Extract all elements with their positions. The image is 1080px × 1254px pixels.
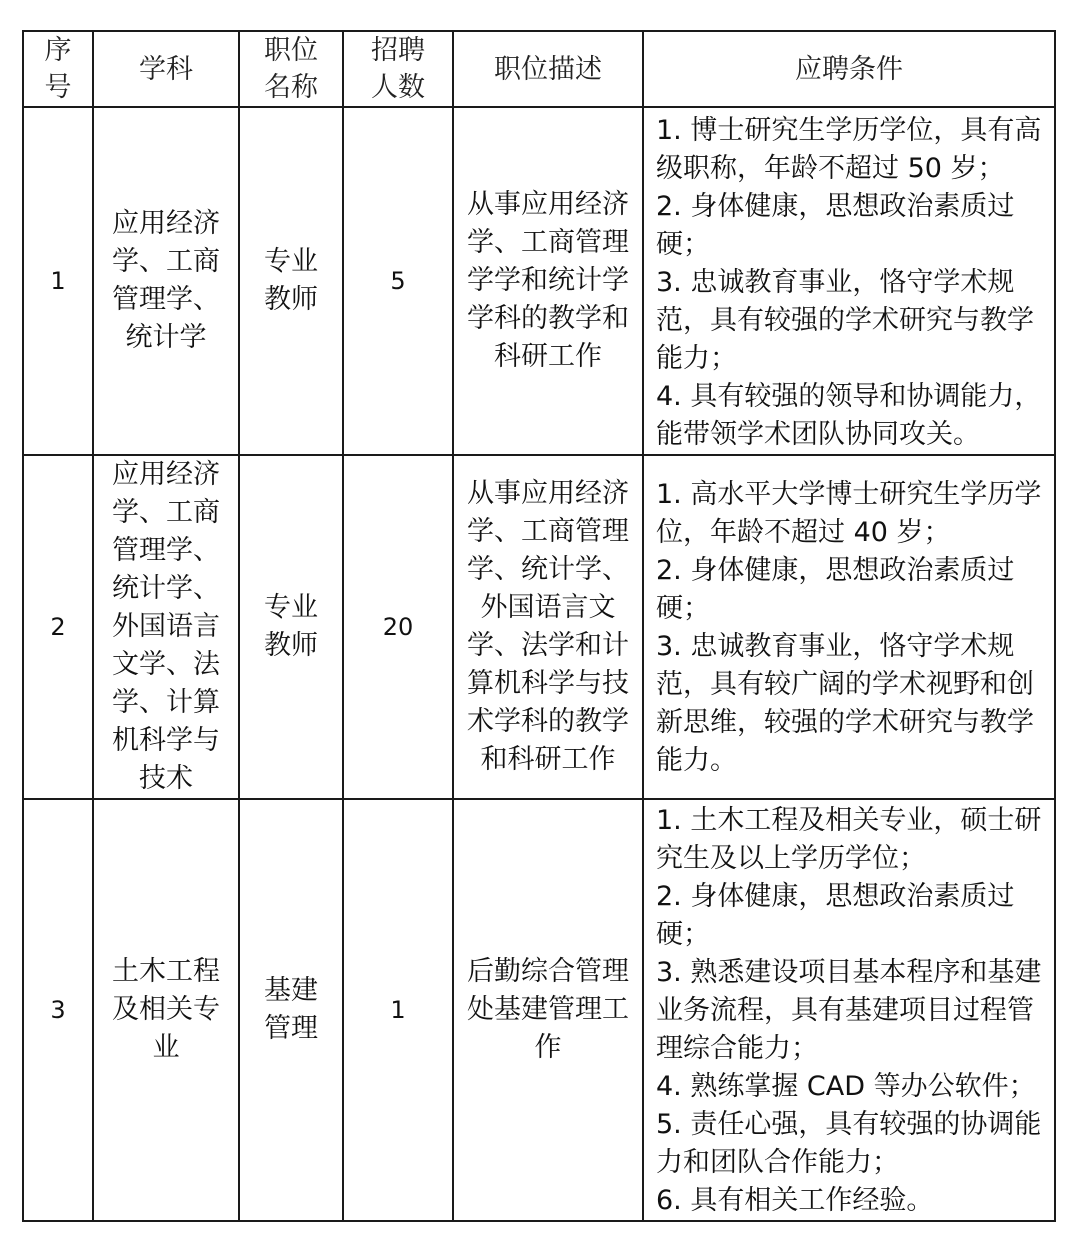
header-seq: 序号	[23, 31, 93, 107]
cell-requirements	[643, 799, 1055, 1221]
cell-seq: 1	[23, 107, 93, 455]
cell-description: 后勤综合管理处基建管理工作	[453, 799, 643, 1221]
header-count: 招聘人数	[343, 31, 453, 107]
cell-position: 基建管理	[239, 799, 343, 1221]
requirement-item: 1. 博士研究生学历学位，具有高级职称，年龄不超过 50 岁；	[656, 115, 1042, 184]
cell-seq: 3	[23, 799, 93, 1221]
requirement-item: 4. 具有较强的领导和协调能力，能带领学术团队协同攻关。	[656, 381, 1042, 450]
requirement-item: 2. 身体健康，思想政治素质过硬；	[656, 881, 1015, 950]
requirement-item: 3. 忠诚教育事业，恪守学术规范，具有较广阔的学术视野和创新思维，较强的学术研究与教学能力。	[656, 631, 1034, 776]
header-description: 职位描述	[453, 31, 643, 107]
cell-requirements	[643, 455, 1055, 799]
cell-subject: 应用经济学、工商管理学、统计学、外国语言文学、法学、计算机科学与技术	[93, 455, 239, 799]
cell-position: 专业教师	[239, 455, 343, 799]
cell-position: 专业教师	[239, 107, 343, 455]
recruitment-table	[22, 30, 1056, 1222]
requirement-item: 4. 熟练掌握 CAD 等办公软件；	[656, 1071, 1036, 1102]
header-subject: 学科	[93, 31, 239, 107]
cell-description: 从事应用经济学、工商管理学、统计学、外国语言文学、法学和计算机科学与技术学科的教学和科研工作	[453, 455, 643, 799]
cell-description: 从事应用经济学、工商管理学学和统计学学科的教学和科研工作	[453, 107, 643, 455]
requirement-item: 3. 忠诚教育事业，恪守学术规范，具有较强的学术研究与教学能力；	[656, 267, 1034, 374]
table-row	[23, 455, 1055, 799]
requirement-item: 1. 土木工程及相关专业，硕士研究生及以上学历学位；	[656, 805, 1042, 874]
cell-count: 1	[343, 799, 453, 1221]
cell-subject: 应用经济学、工商管理学、统计学	[93, 107, 239, 455]
cell-seq: 2	[23, 455, 93, 799]
requirement-item: 3. 熟悉建设项目基本程序和基建业务流程，具有基建项目过程管理综合能力；	[656, 957, 1042, 1064]
requirement-item: 6. 具有相关工作经验。	[656, 1185, 934, 1216]
table-row	[23, 799, 1055, 1221]
requirement-item: 1. 高水平大学博士研究生学历学位，年龄不超过 40 岁；	[656, 479, 1042, 548]
table-row	[23, 107, 1055, 455]
requirement-item: 5. 责任心强，具有较强的协调能力和团队合作能力；	[656, 1109, 1042, 1178]
cell-subject: 土木工程及相关专业	[93, 799, 239, 1221]
header-requirements: 应聘条件	[643, 31, 1055, 107]
header-position: 职位名称	[239, 31, 343, 107]
recruitment-table-container	[22, 30, 1054, 1222]
table-header-row	[23, 31, 1055, 107]
cell-count: 20	[343, 455, 453, 799]
requirement-item: 2. 身体健康，思想政治素质过硬；	[656, 555, 1015, 624]
cell-requirements	[643, 107, 1055, 455]
cell-count: 5	[343, 107, 453, 455]
requirement-item: 2. 身体健康，思想政治素质过硬；	[656, 191, 1015, 260]
